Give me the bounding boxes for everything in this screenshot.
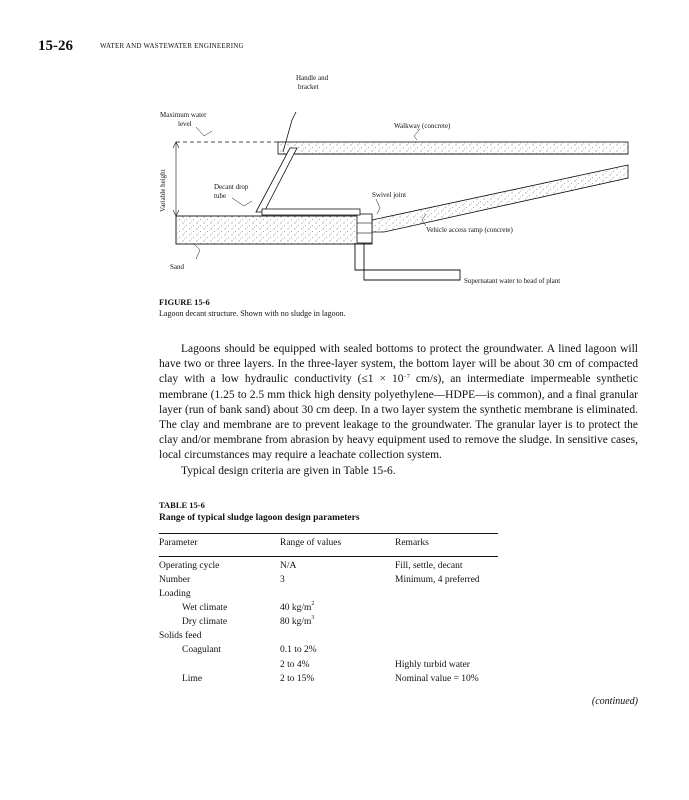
lagoon-decant-figure	[0, 0, 689, 300]
table-title: Range of typical sludge lagoon design parameters	[159, 513, 360, 523]
table-row: 2 to 4% Highly turbid water	[280, 660, 470, 670]
supernatant-label: Supernatant water to head of plant	[464, 277, 561, 285]
figure-number: FIGURE 15-6	[159, 297, 210, 307]
body-text	[159, 342, 638, 479]
header-range: Range of values	[280, 538, 342, 548]
running-head: WATER AND WASTEWATER ENGINEERING	[100, 42, 244, 50]
table-header-rule	[159, 556, 498, 557]
vehicle-ramp	[372, 165, 628, 232]
ramp-label: Vehicle access ramp (concrete)	[426, 226, 513, 234]
page-number: 15-26	[38, 38, 73, 54]
sand-base	[176, 216, 372, 244]
table-row: Number 3 Minimum, 4 preferred	[159, 575, 480, 585]
handle-label: Handle and	[296, 74, 329, 82]
table-header-row	[159, 538, 499, 552]
paragraph-2: Typical design criteria are given in Table 15-6.	[181, 464, 396, 477]
max-water-label-2: level	[178, 120, 192, 128]
header-parameter: Parameter	[159, 538, 198, 548]
table-number: TABLE 15-6	[159, 500, 205, 510]
figure-caption: Lagoon decant structure. Shown with no sludge in lagoon.	[159, 309, 346, 318]
table-row: Coagulant 0.1 to 2%	[182, 645, 317, 655]
continued-note: (continued)	[591, 696, 638, 707]
decant-tube	[256, 148, 297, 212]
header-remarks: Remarks	[395, 538, 429, 548]
table-row: Operating cycle N/A Fill, settle, decant	[159, 561, 463, 571]
table-row: Lime 2 to 15% Nominal value = 10%	[182, 674, 479, 684]
walkway-slab	[278, 142, 628, 154]
variable-height-label: Variable height	[159, 169, 167, 212]
table-top-rule	[159, 533, 498, 534]
table-row: Dry climate 80 $kg/m^3$	[182, 615, 315, 627]
paragraph-1: Lagoons should be equipped with sealed bottoms to protect the groundwater. A lined lagoon will have two or three layers. In the three-layer system, the bottom layer will be about 30 cm of compacted clay with a low hydraulic conductivity ($\le 1 \times 10^{-7}$ cm/s), an intermediate impermeable synthetic membrane (1.25 to 2.5 mm thick high density polyethylene—HDPE—is common), and a final granular layer (run of bank sand) about 30 cm deep. In a two layer system the synthetic membrane is eliminated. The clay and membrane are to prevent leakage to the groundwater. The granular layer is to protect the clay and/or membrane from abrasion by heavy equipment used to remove the sludge. In sensitive cases, local circumstances may require a leachate collection system.	[159, 343, 639, 462]
table-row: Solids feed	[159, 631, 202, 641]
swivel-joint-block	[357, 214, 372, 243]
table-row: Wet climate 40 $kg/m^2$	[182, 601, 315, 613]
decant-label: Decant drop	[214, 183, 249, 191]
walkway-label: Walkway (concrete)	[394, 122, 451, 130]
sand-label: Sand	[170, 263, 184, 271]
swivel-label: Swivel joint	[372, 191, 407, 199]
table-row: Loading	[159, 589, 191, 599]
outlet-pipe	[355, 243, 460, 280]
max-water-label: Maximum water	[160, 111, 207, 119]
handle-label-2: bracket	[298, 83, 319, 91]
decant-label-2: tube	[214, 192, 227, 200]
